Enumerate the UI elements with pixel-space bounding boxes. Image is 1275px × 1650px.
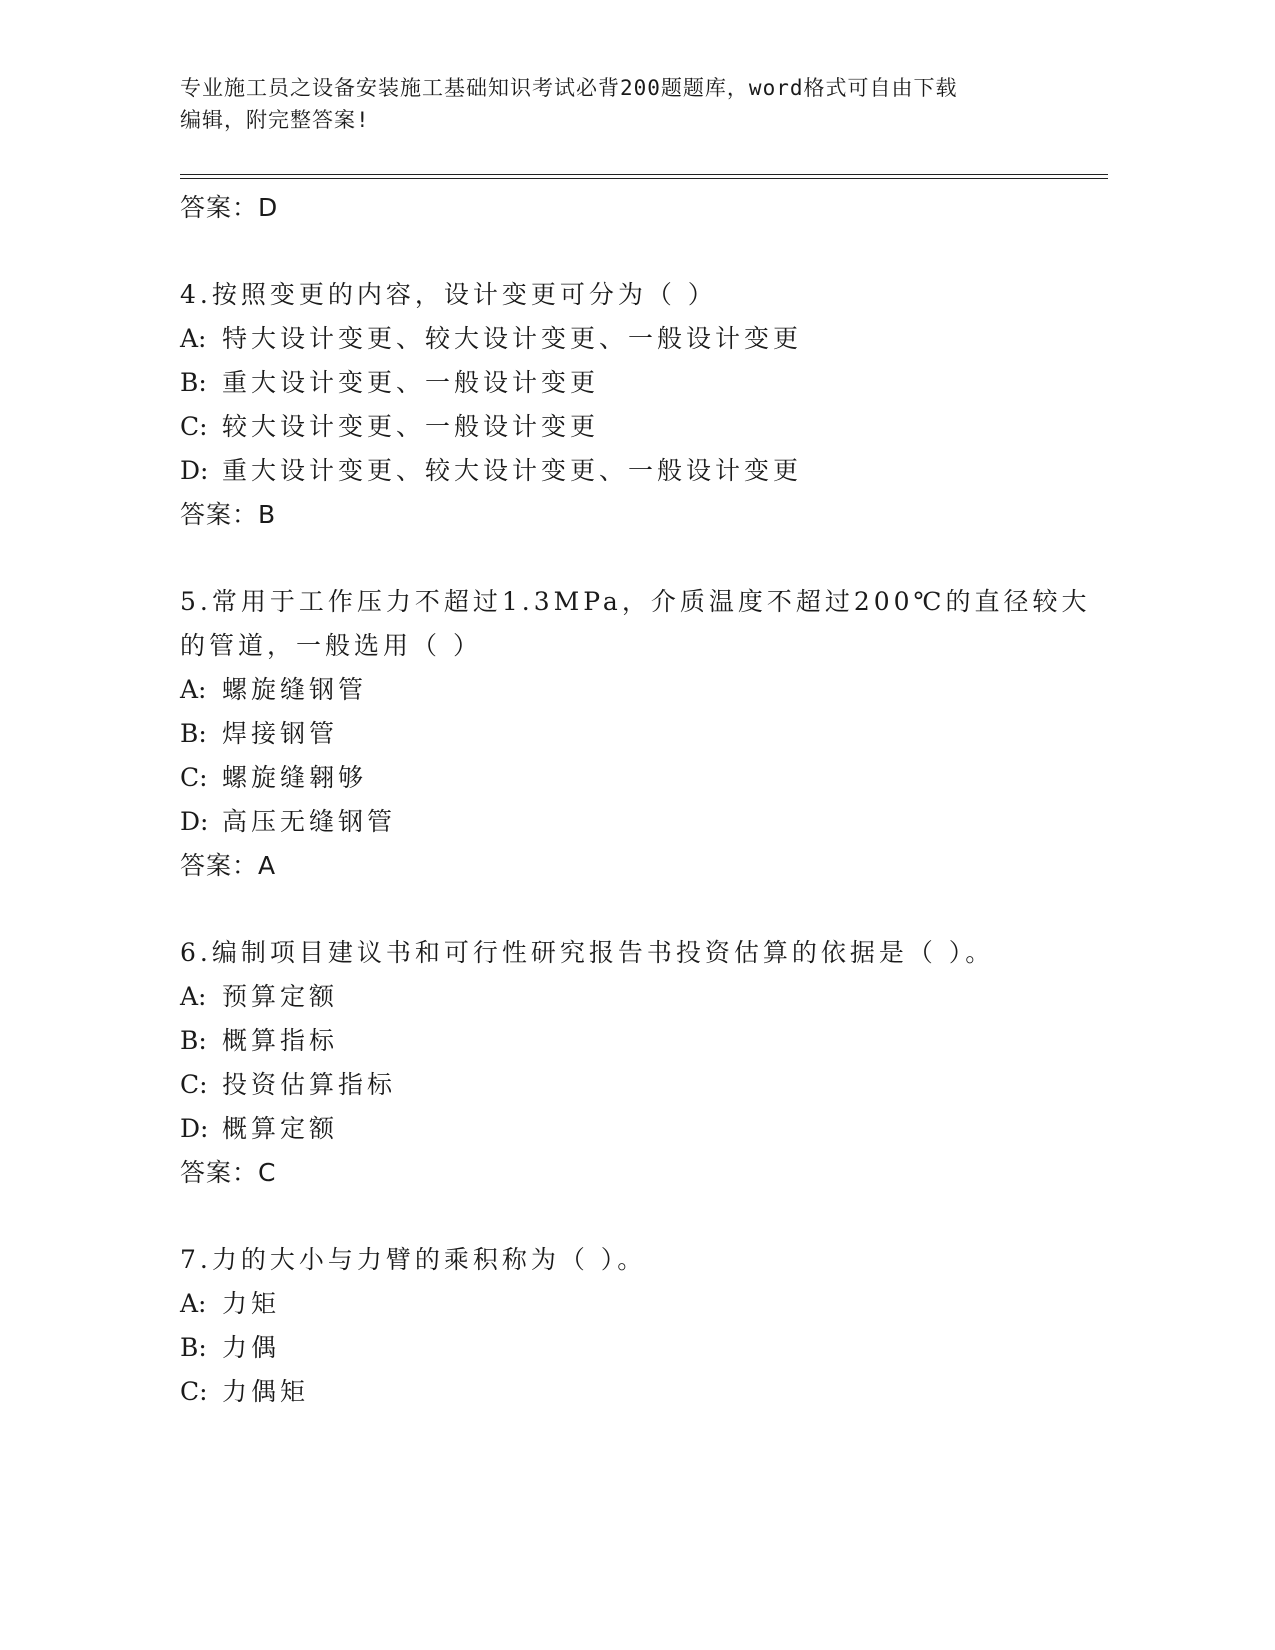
option-a: [180, 668, 1080, 712]
header-divider: [180, 174, 1108, 179]
option-text: 概算指标: [222, 1026, 339, 1055]
option-text: 力偶: [222, 1333, 281, 1362]
question-7: [180, 1238, 1080, 1414]
option-letter: D:: [180, 1114, 209, 1143]
option-letter: C:: [180, 412, 208, 441]
option-d: [180, 449, 1080, 493]
question-4: [180, 273, 1080, 537]
option-text: 投资估算指标: [222, 1070, 397, 1099]
option-c: [180, 756, 1080, 800]
option-letter: B:: [180, 368, 207, 397]
option-letter: C:: [180, 763, 208, 792]
header-title-line-1: 专业施工员之设备安装施工基础知识考试必背200题题库，word格式可自由下载: [180, 76, 958, 100]
option-text: 力矩: [222, 1289, 281, 1318]
spacer: [180, 537, 1080, 580]
answer-q5: 答案：A: [180, 851, 277, 880]
answer-q3: 答案：D: [180, 193, 279, 222]
answer-q4: 答案：B: [180, 500, 277, 529]
option-a: [180, 1282, 1080, 1326]
question-6: [180, 931, 1080, 1195]
spacer: [180, 230, 1080, 273]
spacer: [180, 1195, 1080, 1238]
answer-q6: 答案：C: [180, 1158, 277, 1187]
option-b: [180, 712, 1080, 756]
option-letter: C:: [180, 1377, 208, 1406]
option-c: [180, 1370, 1080, 1414]
option-letter: A:: [180, 1289, 207, 1318]
option-letter: A:: [180, 324, 207, 353]
option-letter: B:: [180, 1026, 207, 1055]
option-text: 预算定额: [222, 982, 339, 1011]
option-a: [180, 317, 1080, 361]
question-text: 6.编制项目建议书和可行性研究报告书投资估算的依据是（ ）。: [180, 938, 995, 967]
document-header: [180, 72, 1060, 136]
question-text-line-2: 的管道，一般选用（ ）: [180, 631, 482, 660]
option-text: 概算定额: [222, 1114, 339, 1143]
option-text: 螺旋缝钢管: [222, 675, 368, 704]
option-letter: A:: [180, 982, 207, 1011]
option-c: [180, 1063, 1080, 1107]
option-d: [180, 800, 1080, 844]
option-letter: D:: [180, 807, 209, 836]
option-text: 重大设计变更、一般设计变更: [222, 368, 600, 397]
option-text: 焊接钢管: [222, 719, 339, 748]
option-text: 高压无缝钢管: [222, 807, 397, 836]
option-text: 重大设计变更、较大设计变更、一般设计变更: [222, 456, 803, 485]
option-letter: B:: [180, 719, 207, 748]
option-c: [180, 405, 1080, 449]
question-5: [180, 580, 1091, 888]
option-b: [180, 1019, 1080, 1063]
question-text-line-1: 5.常用于工作压力不超过1.3MPa，介质温度不超过200℃的直径较大: [180, 587, 1091, 616]
option-text: 力偶矩: [222, 1377, 310, 1406]
option-letter: C:: [180, 1070, 208, 1099]
option-text: 螺旋缝翱够: [222, 763, 368, 792]
option-a: [180, 975, 1080, 1019]
option-letter: A:: [180, 675, 207, 704]
option-letter: B:: [180, 1333, 207, 1362]
option-letter: D:: [180, 456, 209, 485]
question-text: 4.按照变更的内容，设计变更可分为（ ）: [180, 280, 717, 309]
header-title-line-2: 编辑，附完整答案!: [180, 108, 370, 132]
option-d: [180, 1107, 1080, 1151]
question-list: [180, 186, 1091, 1414]
option-b: [180, 361, 1080, 405]
option-text: 较大设计变更、一般设计变更: [222, 412, 600, 441]
spacer: [180, 888, 1080, 931]
question-text: 7.力的大小与力臂的乘积称为（ ）。: [180, 1245, 647, 1274]
option-text: 特大设计变更、较大设计变更、一般设计变更: [222, 324, 803, 353]
option-b: [180, 1326, 1080, 1370]
